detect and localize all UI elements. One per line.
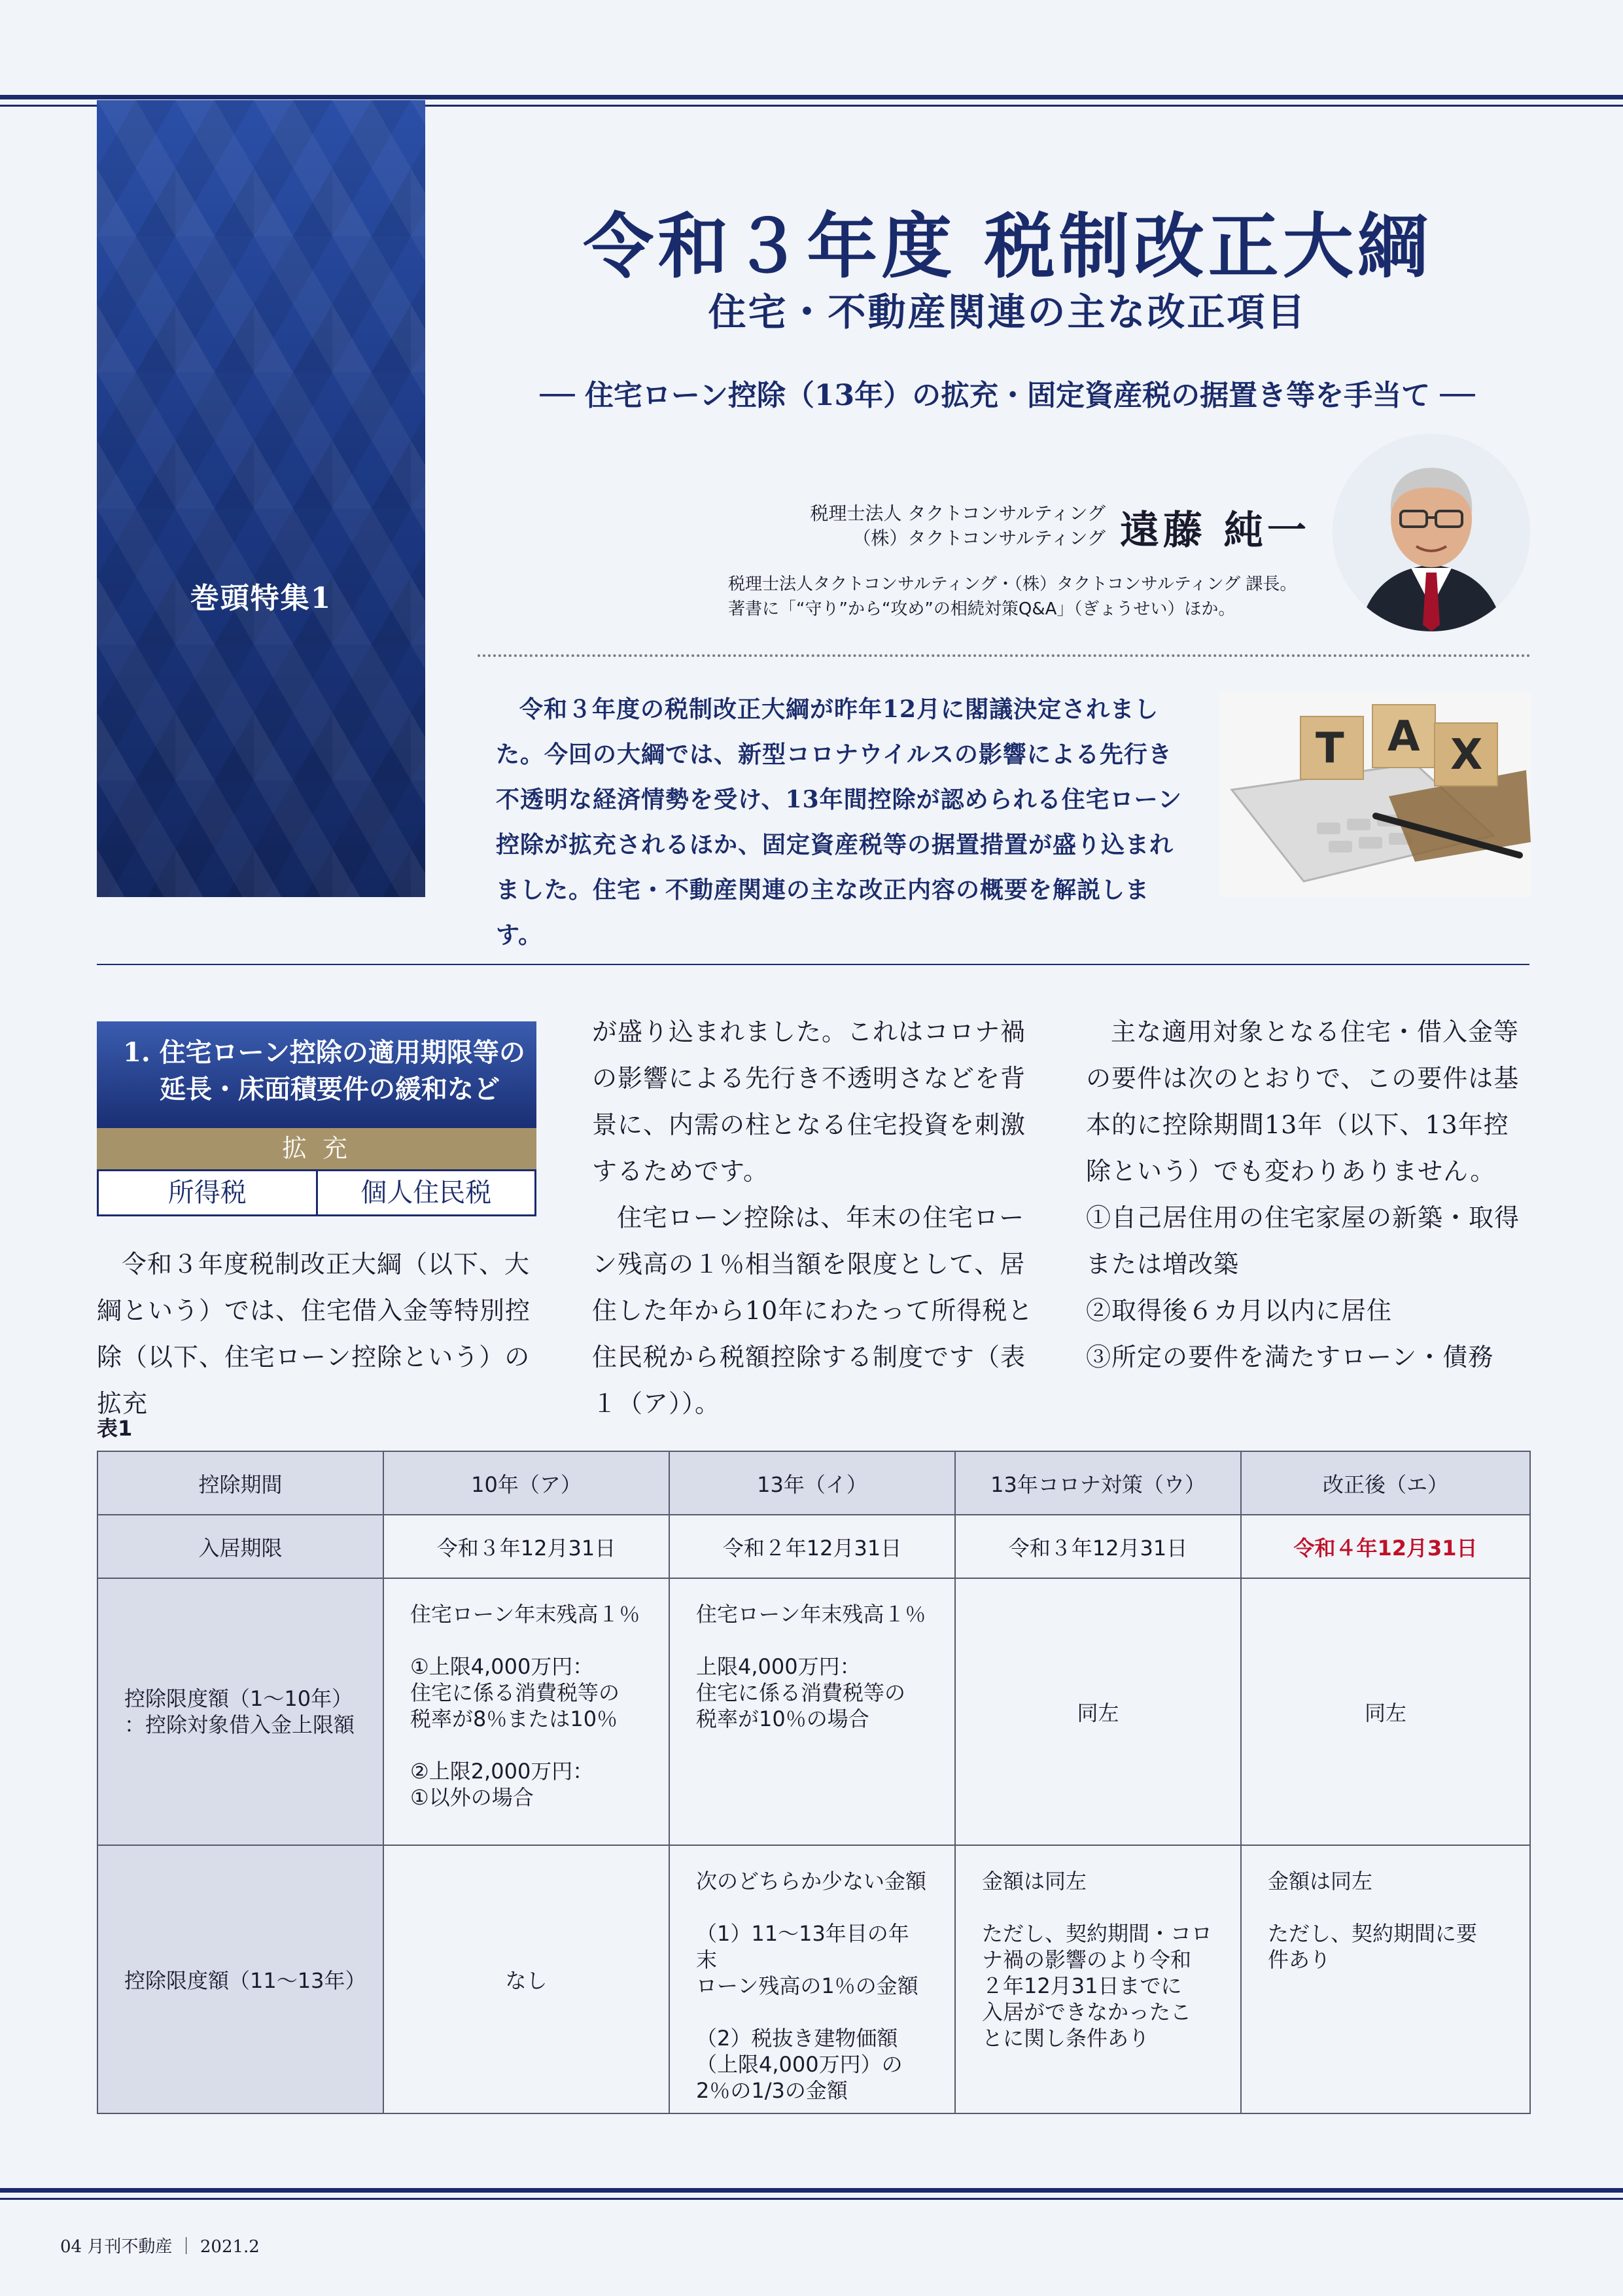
table-cell: 令和３年12月31日 [955,1515,1241,1578]
col3-paragraph: 主な適用対象となる住宅・借入金等の要件は次のとおりで、この要件は基本的に控除期間13年（以下、13年控除という）でも変わりありません。 [1086,1017,1520,1186]
tax-letter-x: X [1450,731,1483,779]
bottom-rule [0,2188,1623,2193]
section-separator [97,964,1529,965]
income-tax-box: 所得税 [97,1169,318,1216]
author-portrait [1333,434,1530,631]
article-subtitle: 住宅・不動産関連の主な改正項目 [708,290,1307,334]
tax-photo [1219,692,1531,897]
author-org-line2: （株）タクトコンサルティング [852,527,1106,549]
row-label-limit-1-10: 控除限度額（1～10年） ：控除対象借入金上限額 [97,1578,383,1845]
col1-paragraph: 令和３年度税制改正大綱（以下、大綱という）では、住宅借入金等特別控除（以下、住宅ローン控除という）の拡充 [97,1250,531,1418]
bottom-rule-thin [0,2198,1623,2200]
author-divider [478,654,1531,657]
table-cell: 令和２年12月31日 [669,1515,955,1578]
table-label: 表1 [97,1416,133,1441]
revised-deadline-cell: 令和４年12月31日 [1241,1515,1530,1578]
section-heading-line2: 延長・床面積要件の緩和など [160,1074,500,1104]
table-header-row [97,1451,1530,1515]
table-cell: 住宅ローン年末残高１％ 上限4,000万円： 住宅に係る消費税等の 税率が10％の場合 [669,1578,955,1845]
tax-letter-t: T [1316,724,1344,773]
body-column-2 [592,1009,1040,1427]
tax-letter-a: A [1387,713,1420,761]
lead-paragraph: 令和３年度の税制改正大綱が昨年12月に閣議決定されました。今回の大綱では、新型コロナウイルスの影響による先行き不透明な経済情勢を受け、13年間控除が認められる住宅ローン控除が拡充されるほか、固定資産税等の据置措置が盛り込まれました。住宅・不動産関連の主な改正内容の概要を解説します。 [496,696,1182,949]
table-row [97,1845,1530,2113]
deduction-table [97,1451,1531,2114]
feature-label: 巻頭特集1 [190,582,332,615]
table-cell: 金額は同左 ただし、契約期間・コロ ナ禍の影響のより令和 ２年12月31日までに 入居ができなかったこ とに関し条件あり [955,1845,1241,2113]
feature-banner [97,100,425,897]
article-title: 令和３年度 税制改正大綱 [583,205,1432,288]
top-rule [0,95,1623,99]
table-cell: 同左 [1241,1578,1530,1845]
header-period: 控除期間 [97,1451,383,1515]
col3-item-3: ③所定の要件を満たすローン・債務 [1086,1343,1494,1371]
col2-paragraph-1: が盛り込まれました。これはコロナ禍の影響による先行き不透明さなどを背景に、内需の柱となる住宅投資を刺激するためです。 [592,1017,1026,1186]
col3-item-2: ②取得後６カ月以内に居住 [1086,1296,1393,1325]
body-column-1 [97,1241,542,1427]
table-cell: 令和３年12月31日 [383,1515,669,1578]
section-heading [97,1021,536,1128]
author-org-line1: 税理士法人 タクトコンサルティング [810,503,1106,524]
body-column-3 [1086,1009,1534,1381]
table-cell: 同左 [955,1578,1241,1845]
author-bio-line2: 著書に「“守り”から“攻め”の相続対策Q&A」（ぎょうせい）ほか。 [728,599,1236,619]
table-row [97,1515,1530,1578]
table-cell: 住宅ローン年末残高１％ ①上限4,000万円： 住宅に係る消費税等の 税率が8％または10％ ②上限2,000万円： ①以外の場合 [383,1578,669,1845]
col2-paragraph-2: 住宅ローン控除は、年末の住宅ローン残高の１％相当額を限度として、居住した年から10年にわたって所得税と住民税から税額控除する制度です（表１（ア））。 [592,1203,1034,1418]
author-organization [700,501,1106,551]
article-tagline: ── 住宅ローン控除（13年）の拡充・固定資産税の据置き等を手当て ── [540,379,1475,412]
author-name: 遠藤 純一 [1120,508,1310,554]
table-cell: なし [383,1845,669,2113]
table-cell: 金額は同左 ただし、契約期間に要 件あり [1241,1845,1530,2113]
author-bio-line1: 税理士法人タクトコンサルティング・（株）タクトコンサルティング 課長。 [728,574,1297,594]
table-row [97,1578,1530,1845]
page-footer: 04 月刊不動産 ｜ 2021.2 [60,2237,260,2257]
header-13yr: 13年（イ） [669,1451,955,1515]
author-bio [728,572,1317,622]
section-heading-line1: 1. 住宅ローン控除の適用期限等の [123,1037,525,1068]
row-label-limit-11-13: 控除限度額（11～13年） [97,1845,383,2113]
col3-item-1: ①自己居住用の住宅家屋の新築・取得または増改築 [1086,1203,1520,1279]
header-10yr: 10年（ア） [383,1451,669,1515]
resident-tax-box: 個人住民税 [318,1169,537,1216]
row-label-move-in: 入居期限 [97,1515,383,1578]
expansion-badge: 拡 充 [97,1128,536,1169]
table-cell: 次のどちらか少ない金額 （1）11～13年目の年末 ローン残高の1％の金額 （2）税抜き建物価額 （上限4,000万円）の 2％の1/3の金額 [669,1845,955,2113]
tax-type-boxes [97,1169,536,1216]
header-revised: 改正後（エ） [1241,1451,1530,1515]
header-13yr-covid: 13年コロナ対策（ウ） [955,1451,1241,1515]
